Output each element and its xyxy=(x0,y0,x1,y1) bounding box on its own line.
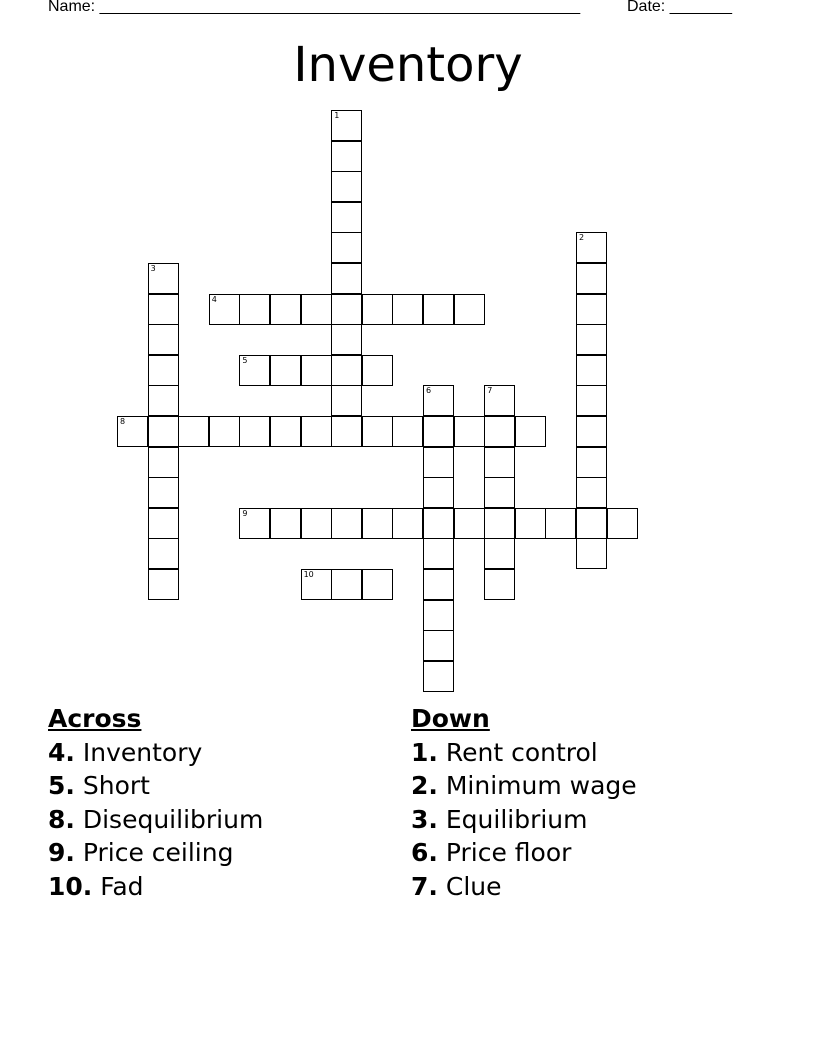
crossword-cell[interactable] xyxy=(331,508,362,539)
crossword-cell[interactable] xyxy=(148,263,179,294)
across-clue: 10. Fad xyxy=(48,871,144,901)
crossword-cell[interactable] xyxy=(423,385,454,416)
crossword-cell[interactable] xyxy=(515,508,546,539)
crossword-cell[interactable] xyxy=(331,232,362,263)
crossword-cell[interactable] xyxy=(148,508,179,539)
crossword-cell[interactable] xyxy=(178,416,209,447)
clue-number: 7 xyxy=(487,386,493,396)
crossword-cell[interactable] xyxy=(148,477,179,508)
down-clues xyxy=(411,702,637,903)
crossword-cell[interactable] xyxy=(423,600,454,631)
down-clue: 2. Minimum wage xyxy=(411,771,637,800)
crossword-cell[interactable] xyxy=(148,416,179,447)
across-clue: 9. Price ceiling xyxy=(48,838,234,867)
clue-number: 9 xyxy=(242,508,248,518)
crossword-cell[interactable] xyxy=(301,416,332,447)
crossword-cell[interactable] xyxy=(331,141,362,172)
crossword-cell[interactable] xyxy=(270,355,301,386)
crossword-cell[interactable] xyxy=(148,538,179,569)
crossword-cell[interactable] xyxy=(423,661,454,692)
crossword-cell[interactable] xyxy=(576,447,607,478)
crossword-cell[interactable] xyxy=(148,447,179,478)
clue-number: 2 xyxy=(579,233,585,243)
clue-number: 3 xyxy=(150,264,156,273)
clue-number: 1 xyxy=(334,111,340,120)
crossword-cell[interactable] xyxy=(301,355,332,386)
crossword-cell[interactable] xyxy=(423,538,454,569)
across-clue: 8. Disequilibrium xyxy=(48,804,264,834)
across-heading: Across xyxy=(48,704,142,733)
crossword-cell[interactable] xyxy=(423,294,454,325)
crossword-cell[interactable] xyxy=(362,416,393,447)
crossword-cell[interactable] xyxy=(392,508,423,539)
down-clue: 6. Price floor xyxy=(411,838,572,867)
down-heading: Down xyxy=(411,704,490,733)
crossword-cell[interactable] xyxy=(454,294,485,325)
clue-number: 5 xyxy=(242,355,248,365)
crossword-cell[interactable] xyxy=(301,508,332,539)
crossword-cell[interactable] xyxy=(454,508,485,539)
clue-number: 4 xyxy=(211,294,217,304)
crossword-cell[interactable] xyxy=(331,202,362,233)
crossword-cell[interactable] xyxy=(239,416,270,447)
crossword-cell[interactable] xyxy=(484,477,515,508)
crossword-cell[interactable] xyxy=(576,538,607,569)
across-clue: 4. Inventory xyxy=(48,737,203,767)
crossword-cell[interactable] xyxy=(576,385,607,416)
date-field-label: Date: _______ xyxy=(627,0,732,15)
crossword-cell[interactable] xyxy=(545,508,576,539)
crossword-cell[interactable] xyxy=(239,355,270,386)
crossword-cell[interactable] xyxy=(148,569,179,600)
crossword-cell[interactable] xyxy=(148,355,179,386)
crossword-cell[interactable] xyxy=(117,416,148,447)
crossword-cell[interactable] xyxy=(331,110,362,141)
across-clue: 5. Short xyxy=(48,771,150,800)
crossword-cell[interactable] xyxy=(576,355,607,386)
crossword-cell[interactable] xyxy=(576,416,607,447)
crossword-cell[interactable] xyxy=(484,447,515,478)
crossword-cell[interactable] xyxy=(576,294,607,325)
crossword-cell[interactable] xyxy=(423,447,454,478)
crossword-cell[interactable] xyxy=(239,294,270,325)
crossword-cell[interactable] xyxy=(423,477,454,508)
down-clue: 3. Equilibrium xyxy=(411,804,588,834)
crossword-cell[interactable] xyxy=(331,263,362,294)
crossword-cell[interactable] xyxy=(423,630,454,661)
crossword-cell[interactable] xyxy=(423,416,454,447)
crossword-cell[interactable] xyxy=(392,416,423,447)
crossword-cell[interactable] xyxy=(362,294,393,325)
crossword-cell[interactable] xyxy=(576,232,607,263)
across-clues xyxy=(48,702,263,903)
crossword-cell[interactable] xyxy=(484,385,515,416)
crossword-cell[interactable] xyxy=(576,263,607,294)
clue-number: 6 xyxy=(426,386,432,396)
clue-number: 8 xyxy=(120,417,126,426)
page-title: Inventory xyxy=(293,37,523,93)
down-clue: 1. Rent control xyxy=(411,737,598,767)
crossword-cell[interactable] xyxy=(515,416,546,447)
crossword-cell[interactable] xyxy=(331,294,362,325)
crossword-cell[interactable] xyxy=(423,569,454,600)
crossword-cell[interactable] xyxy=(362,508,393,539)
crossword-cell[interactable] xyxy=(484,538,515,569)
crossword-cell[interactable] xyxy=(607,508,638,539)
crossword-cell[interactable] xyxy=(239,508,270,539)
crossword-cell[interactable] xyxy=(362,355,393,386)
crossword-cell[interactable] xyxy=(209,294,240,325)
crossword-cell[interactable] xyxy=(484,416,515,447)
crossword-cell[interactable] xyxy=(148,324,179,355)
crossword-cell[interactable] xyxy=(209,416,240,447)
crossword-cell[interactable] xyxy=(301,569,332,600)
crossword-cell[interactable] xyxy=(331,355,362,386)
down-clue: 7. Clue xyxy=(411,871,502,901)
crossword-cell[interactable] xyxy=(362,569,393,600)
crossword-cell[interactable] xyxy=(301,294,332,325)
crossword-cell[interactable] xyxy=(576,508,607,539)
crossword-cell[interactable] xyxy=(270,416,301,447)
crossword-cell[interactable] xyxy=(576,477,607,508)
crossword-cell[interactable] xyxy=(576,324,607,355)
crossword-cell[interactable] xyxy=(484,508,515,539)
crossword-cell[interactable] xyxy=(331,416,362,447)
crossword-cell[interactable] xyxy=(270,508,301,539)
crossword-cell[interactable] xyxy=(331,324,362,355)
crossword-cell[interactable] xyxy=(148,294,179,325)
crossword-cell[interactable] xyxy=(148,385,179,416)
name-field-label: Name: ______________________________________________________ xyxy=(48,0,581,15)
crossword-cell[interactable] xyxy=(392,294,423,325)
crossword-cell[interactable] xyxy=(331,569,362,600)
crossword-cell[interactable] xyxy=(423,508,454,539)
crossword-cell[interactable] xyxy=(484,569,515,600)
crossword-cell[interactable] xyxy=(270,294,301,325)
crossword-cell[interactable] xyxy=(331,385,362,416)
crossword-cell[interactable] xyxy=(331,171,362,202)
clue-number: 10 xyxy=(303,570,314,579)
crossword-cell[interactable] xyxy=(454,416,485,447)
